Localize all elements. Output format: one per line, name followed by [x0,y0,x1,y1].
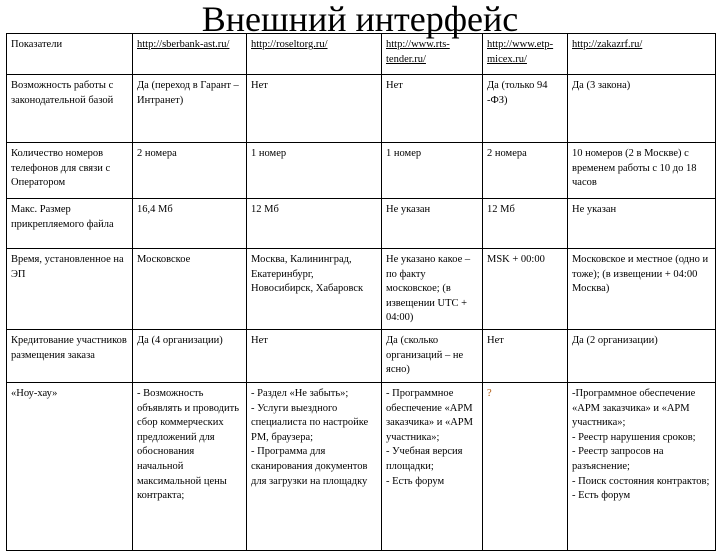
row-label: Кредитование участников размещения заказа [7,329,133,382]
header-cell-link[interactable]: http://www.rts-tender.ru/ [382,34,483,75]
row-label: Макс. Размер прикрепляемого файла [7,199,133,249]
table-cell: Да (переход в Гарант – Интранет) [133,75,247,143]
table-cell: 10 номеров (2 в Москве) с временем работы с 10 до 18 часов [568,143,716,199]
table-cell: Да (только 94 -ФЗ) [483,75,568,143]
table-row [7,199,716,249]
table-cell: 16,4 Мб [133,199,247,249]
table-cell: - Возможность объявлять и проводить сбор коммерческих предложений для обоснования начальной максимальной цены контракта; [133,382,247,550]
table-cell: Не указан [568,199,716,249]
table-cell: Нет [247,329,382,382]
row-label: Количество номеров телефонов для связи с Оператором [7,143,133,199]
table-cell: Нет [247,75,382,143]
header-cell-link[interactable]: http://sberbank-ast.ru/ [133,34,247,75]
table-cell: 12 Мб [483,199,568,249]
row-label: «Ноу-хау» [7,382,133,550]
table-cell: -Программное обеспечение «АРМ заказчика» и «АРМ участника»; - Реестр нарушения сроков; - Реестр запросов на разъяснение; - Поиск состояния контрактов; - Есть форум [568,382,716,550]
page-title: Внешний интерфейс [201,0,519,39]
table-row [7,75,716,143]
table-cell: Московское и местное (одно и тоже); (в извещении + 04:00 Москва) [568,249,716,330]
header-cell-link[interactable]: http://zakazrf.ru/ [568,34,716,75]
table-cell: ? [483,382,568,550]
table-row [7,249,716,330]
table-row [7,143,716,199]
table-cell: 1 номер [247,143,382,199]
table-cell: Нет [382,75,483,143]
table-cell: 1 номер [382,143,483,199]
table-cell: 2 номера [483,143,568,199]
table-cell: 12 Мб [247,199,382,249]
table-cell: Да (сколько организаций – не ясно) [382,329,483,382]
table-cell: Не указано какое – по факту московское; (в извещении UTC + 04:00) [382,249,483,330]
table-cell: Да (3 закона) [568,75,716,143]
table-cell: Да (2 организации) [568,329,716,382]
table-cell: Нет [483,329,568,382]
header-cell: Показатели [7,34,133,75]
row-label: Возможность работы с законодательной базой [7,75,133,143]
table-cell: - Программное обеспечение «АРМ заказчика» и «АРМ участника»; - Учебная версия площадки; - Есть форум [382,382,483,550]
row-label: Время, установленное на ЭП [7,249,133,330]
table-cell: Московское [133,249,247,330]
table-cell: Не указан [382,199,483,249]
header-cell-link[interactable]: http://roseltorg.ru/ [247,34,382,75]
table-row [7,329,716,382]
table-cell: - Раздел «Не забыть»; - Услуги выездного специалиста по настройке РМ, браузера; - Программа для сканирования документов для загрузки на площадку [247,382,382,550]
header-cell-link[interactable]: http://www.etp-micex.ru/ [483,34,568,75]
table-cell: Москва, Калининград, Екатеринбург, Новосибирск, Хабаровск [247,249,382,330]
table-header-row [7,34,716,75]
table-cell: 2 номера [133,143,247,199]
table-row [7,382,716,550]
table-cell: MSK + 00:00 [483,249,568,330]
comparison-table [6,33,716,551]
table-cell: Да (4 организации) [133,329,247,382]
